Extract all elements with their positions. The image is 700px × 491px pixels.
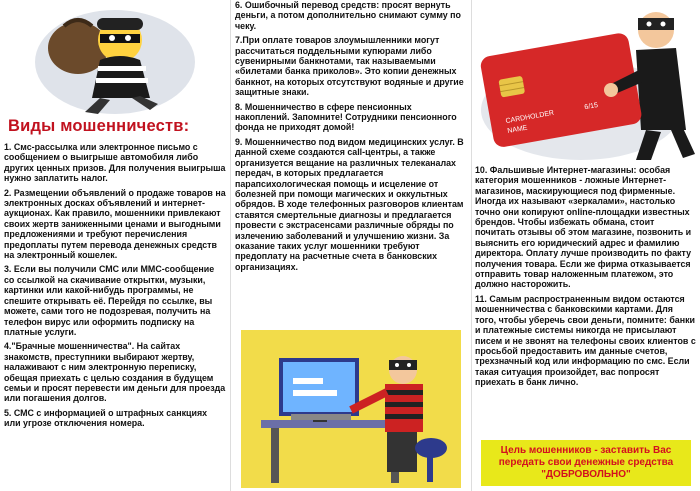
- thief-with-bag-icon: [0, 0, 230, 118]
- list-item: 4."Брачные мошенничества". На сайтах знакомств, преступники выбирают жертву, налаживают с ним электронную переписку, обещая приехать с целью создания в будущем семьи и просят перевести им деньги для проезда или погашения долгов.: [4, 341, 226, 404]
- fraud-list-middle: [231, 0, 471, 276]
- card-expiry-text: 6/15: [583, 102, 599, 112]
- list-item: 2. Размещении объявлений о продаже товаров на электронных досках объявлений и интернет-аукционах. Как правило, мошенники привлекают своих жертв заниженными ценами и выгодными предложениями и требуют перечисления предоплаты путем перевода денежных средств на электронный кошелек.: [4, 187, 226, 261]
- list-item: 10. Фальшивые Интернет-магазины: особая категория мошенников - ложные Интернет-магазинов, маскирующиеся под фирменные. Иногда их называют «зеркалами», настолько точно они копируют online-площадки известных брендов. Чтобы избежать обмана, стоит почитать отзывы об этом магазине, позвонить и выяснить его юридический адрес и фамилию директора. Оплату лучше производить по факту получения товара. Если же фирма отказывается отправить товар наложенным платежом, это должно насторожить.: [475, 165, 692, 290]
- list-item: 9. Мошенничество под видом медицинских услуг. В данной схеме создаются call-центры, а также организуется вещание на различных телеканалах передач, в которых предлагается парапсихологическая помощь и исцеление от болезней при помощи магических и оккультных обрядов. В ходе телефонных разговоров клиентам ставятся смертельные диагнозы и предлагается провести с экстрасенсами различные обряды по излечению заболеваний и улучшению жизни. За оказание таких услуг мошенники требуют предоплату на расчетные счета в банковских организациях.: [235, 136, 464, 272]
- list-item: 7.При оплате товаров злоумышленники могут рассчитаться поддельными купюрами либо сувенирными банкнотами, так называемыми «билетами банка приколов». Это копии денежных банкнот, на которых отсутствуют водяные и другие защитные знаки.: [235, 35, 464, 98]
- card-holder-text: CARDHOLDER: [505, 109, 555, 126]
- fraud-list-right: [471, 165, 700, 392]
- page-title: Виды мошенничеств:: [8, 117, 190, 135]
- list-item: 5. СМС с информацией о штрафных санкциях или угрозе отключения номера.: [4, 407, 208, 429]
- credit-card-thief-icon: [471, 0, 700, 163]
- hacker-at-computer-icon: [231, 328, 471, 491]
- column-middle: [230, 0, 472, 491]
- column-left: [0, 0, 230, 491]
- card-name-text: NAME: [506, 124, 529, 136]
- column-right: [471, 0, 700, 491]
- list-item: 8. Мошенничество в сфере пенсионных накоплений. Запомните! Сотрудники пенсионного фонда не приходят домой!: [235, 101, 457, 133]
- warning-banner: Цель мошенников - заставить Вас передать свои денежные средства "ДОБРОВОЛЬНО": [481, 440, 691, 486]
- list-item: 6. Ошибочный перевод средств: просят вернуть деньги, а потом дополнительно снимают сумму по чеку.: [235, 0, 461, 31]
- fraud-list-left: [0, 142, 230, 433]
- list-item: 3. Если вы получили СМС или ММС-сообщение со ссылкой на скачивание открытки, музыки, картинки или какой-нибудь программы, не спешите открывать её. Перейдя по ссылке, вы можете, сами того не подозревая, получить на телефон вирус или оформить подписку на платные услуги.: [4, 264, 215, 337]
- list-item: 11. Самым распространенным видом остаются мошенничества с банковскими картами. Для того, чтобы уберечь свои деньги, помните: банки и платежные системы никогда не присылают писем и не звонят на телефоны своих клиентов с просьбой предоставить им данные счетов, трехзначный код или информацию по смс. Если такая ситуация произойдет, вас попросят приехать в банк лично.: [475, 293, 696, 388]
- list-item: 1. Смс-рассылка или электронное письмо с сообщением о выигрыше автомобиля либо других ценных призов. Для получения выигрыша нужно заплатить налог.: [4, 142, 226, 184]
